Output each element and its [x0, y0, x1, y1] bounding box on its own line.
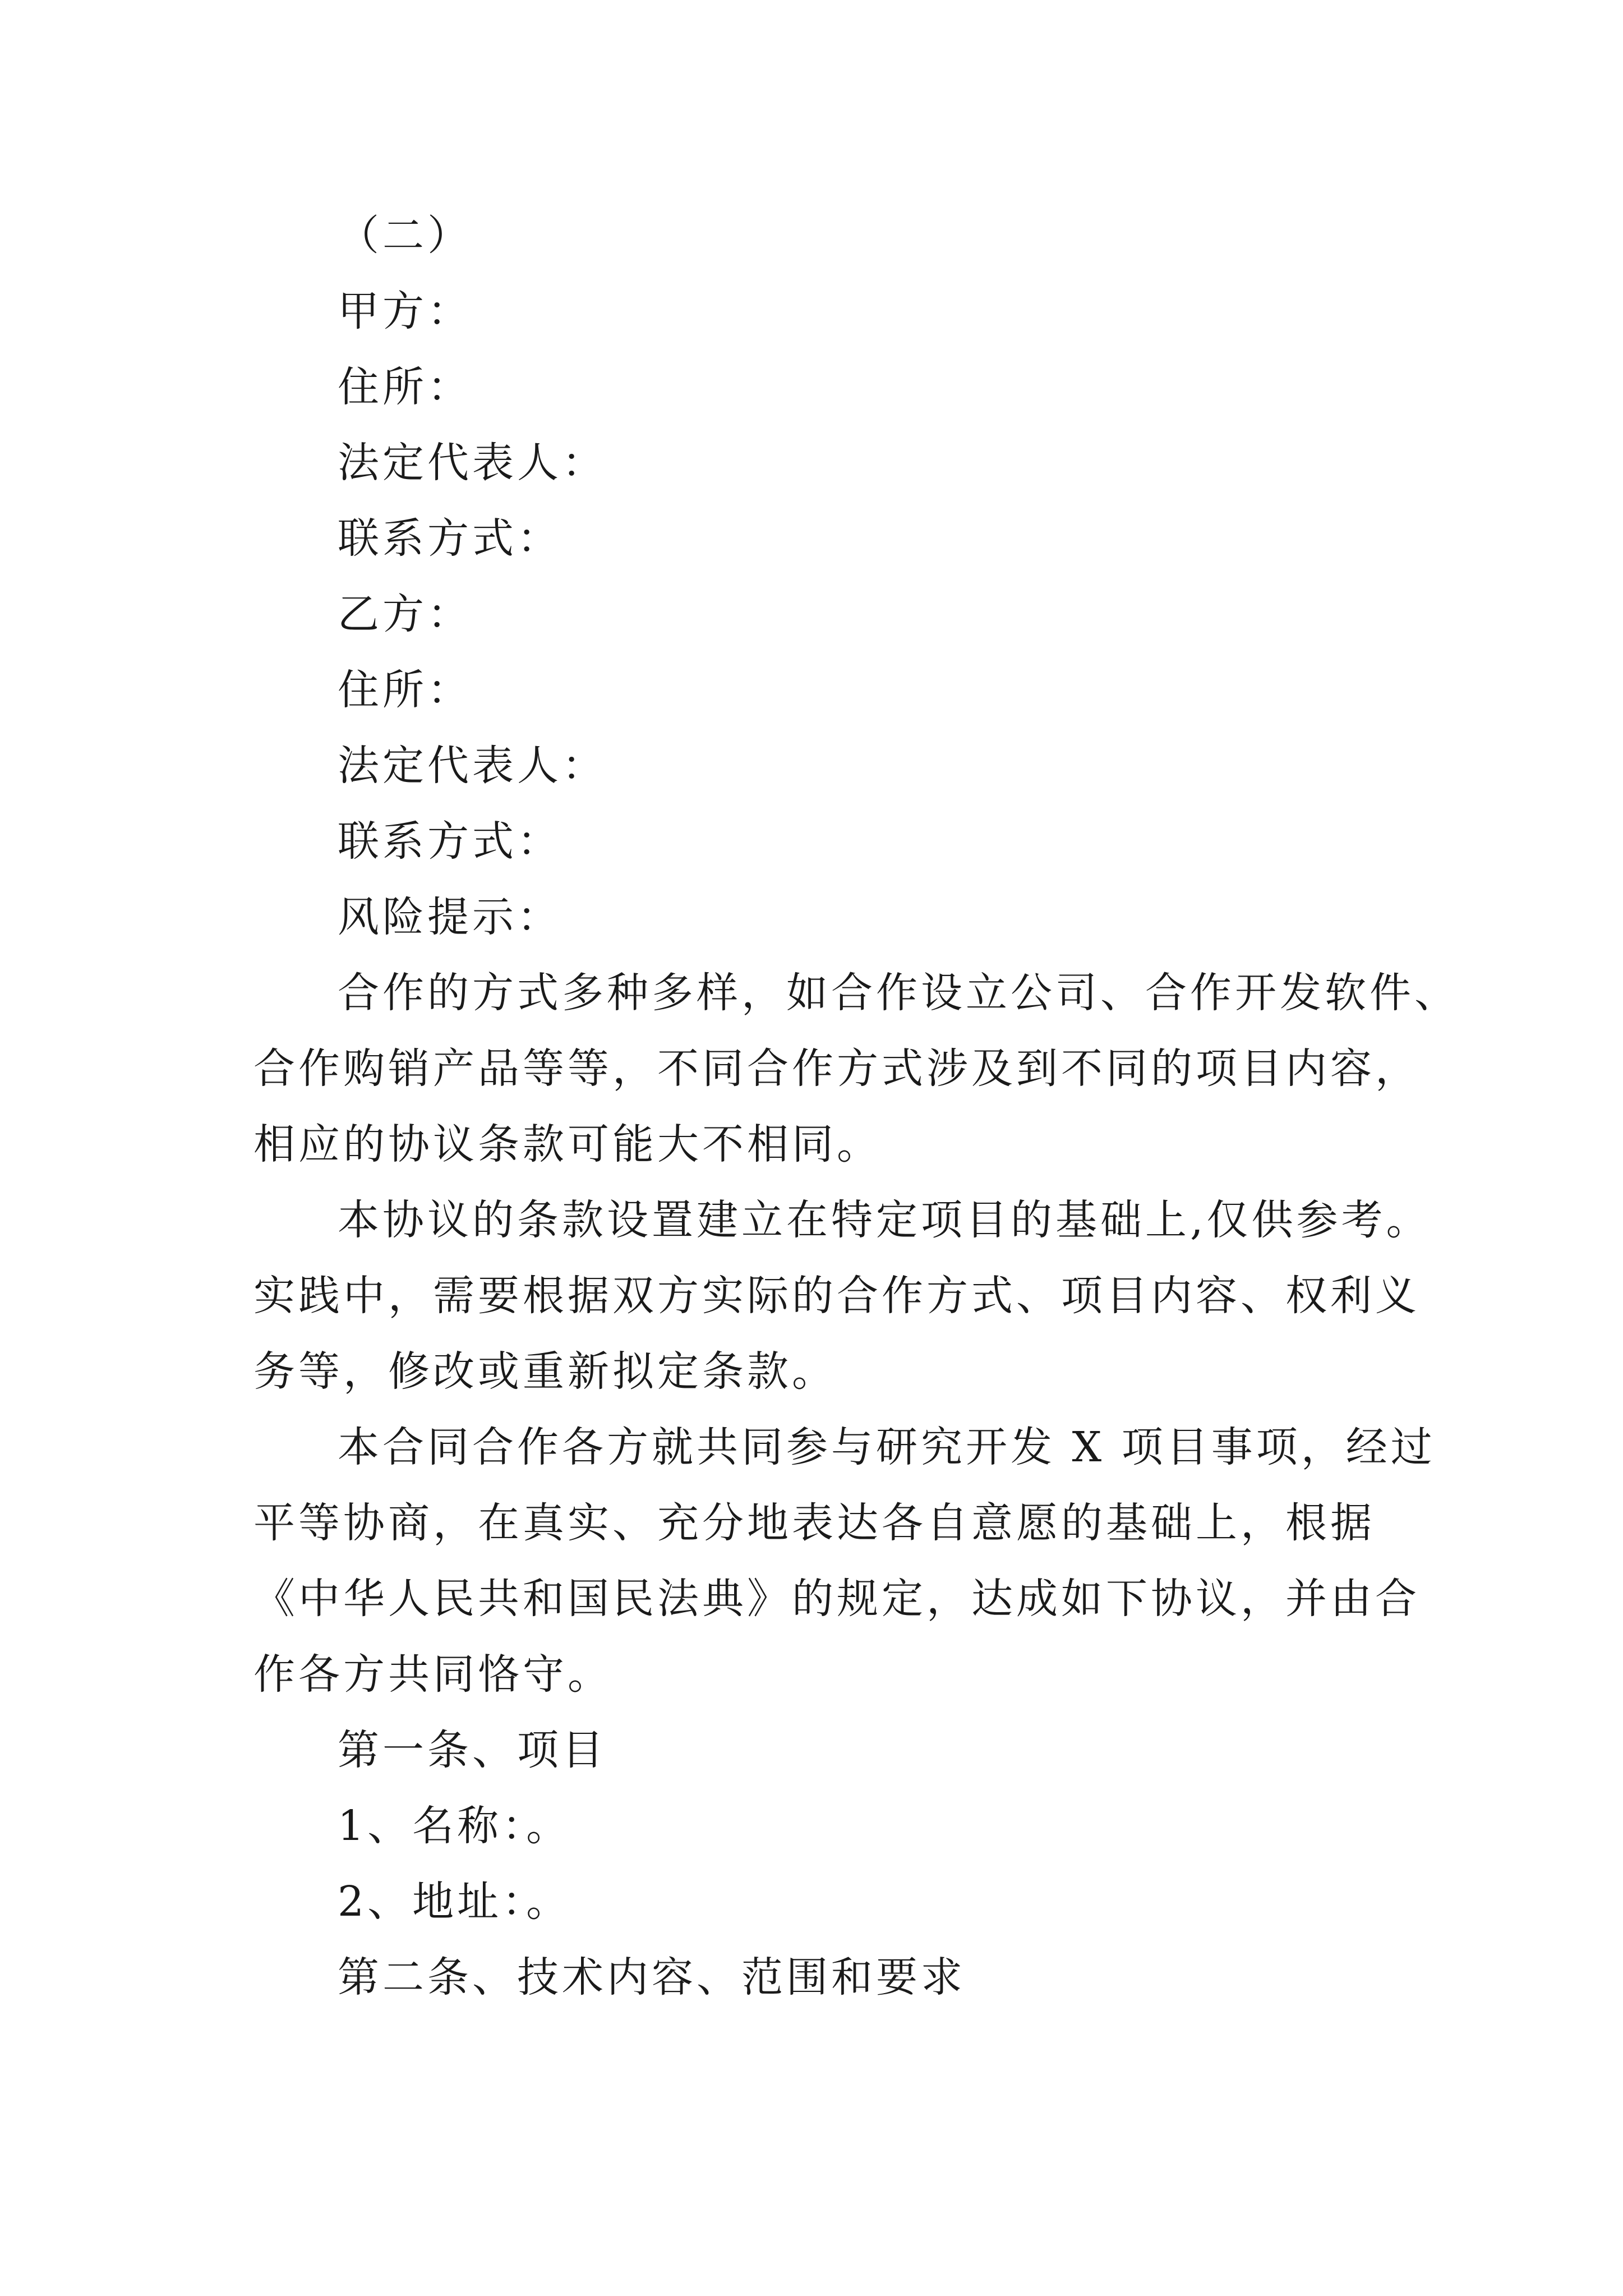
risk-para1-line3: 相应的协议条款可能大不相同。 — [253, 1120, 882, 1168]
article2-title: 第二条、技术内容、范围和要求 — [338, 1953, 966, 2001]
intro-para-line1: 本合同合作各方就共同参与研究开发 X 项目事项，经过 — [338, 1423, 1436, 1471]
party-a-label: 甲方： — [338, 287, 472, 335]
party-a-contact: 联系方式： — [338, 514, 562, 563]
party-b-label: 乙方： — [338, 590, 472, 638]
risk-para2-line2: 实践中，需要根据双方实际的合作方式、项目内容、权利义 — [253, 1272, 1420, 1320]
party-a-legal-rep: 法定代表人： — [338, 439, 607, 487]
risk-para1-line2: 合作购销产品等等，不同合作方式涉及到不同的项目内容， — [253, 1045, 1420, 1093]
party-b-address: 住所： — [338, 666, 472, 714]
party-b-contact: 联系方式： — [338, 817, 562, 866]
article1-item1: 1、名称：。 — [338, 1802, 571, 1850]
risk-title: 风险提示： — [338, 893, 562, 941]
risk-para2-line3: 务等，修改或重新拟定条款。 — [253, 1347, 837, 1396]
risk-para1-line1: 合作的方式多种多样，如合作设立公司、合作开发软件、 — [338, 969, 1459, 1017]
risk-para2-line1: 本协议的条款设置建立在特定项目的基础上,仅供参考。 — [338, 1196, 1431, 1244]
article1-title: 第一条、项目 — [338, 1726, 607, 1774]
party-a-address: 住所： — [338, 363, 472, 411]
section-heading: （二） — [338, 211, 472, 260]
intro-para-line3: 《中华人民共和国民法典》的规定，达成如下协议，并由合 — [253, 1575, 1420, 1623]
intro-para-line2: 平等协商，在真实、充分地表达各自意愿的基础上，根据 — [253, 1499, 1375, 1547]
article1-item2: 2、地址：。 — [338, 1878, 571, 1926]
party-b-legal-rep: 法定代表人： — [338, 742, 607, 790]
intro-para-line4: 作各方共同恪守。 — [253, 1650, 612, 1699]
